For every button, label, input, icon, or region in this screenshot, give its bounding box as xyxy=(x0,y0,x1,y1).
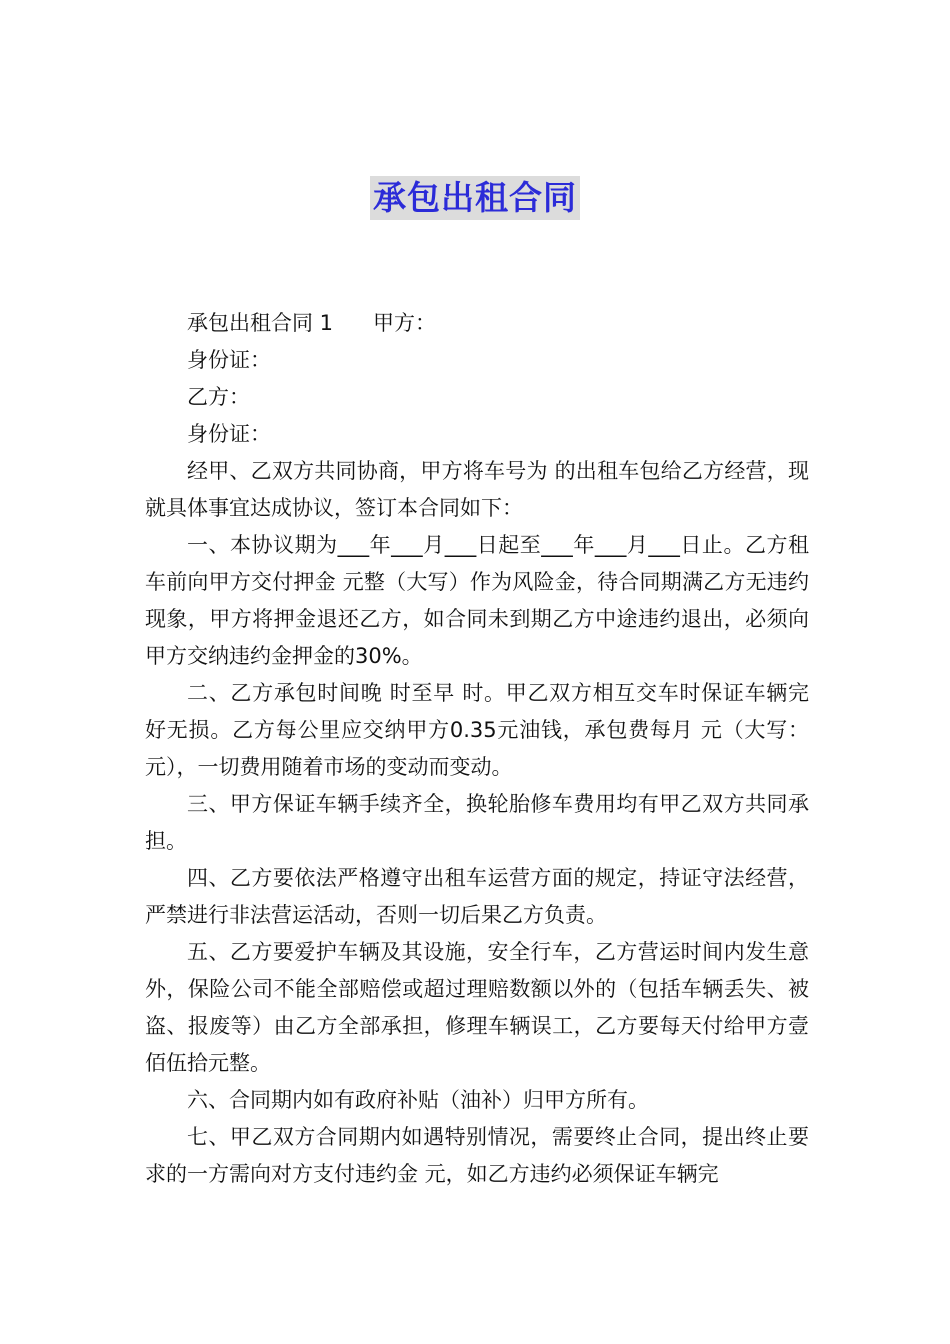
party-b-line: 乙方： xyxy=(187,385,250,409)
title-container xyxy=(0,176,950,220)
document-body xyxy=(145,305,809,1193)
clause-4: 四、乙方要依法严格遵守出租车运营方面的规定，持证守法经营，严禁进行非法营运活动，否则一切后果乙方负责。 xyxy=(145,866,809,927)
intro-paragraph: 经甲、乙双方共同协商，甲方将车号为 的出租车包给乙方经营，现就具体事宜达成协议，签订本合同如下： xyxy=(145,459,809,520)
id-a-line: 身份证： xyxy=(187,348,271,372)
clause-3: 三、甲方保证车辆手续齐全，换轮胎修车费用均有甲乙双方共同承担。 xyxy=(145,792,809,853)
clause-7: 七、甲乙双方合同期内如遇特别情况，需要终止合同，提出终止要求的一方需向对方支付违约金 元，如乙方违约必须保证车辆完 xyxy=(145,1125,809,1186)
clause-6: 六、合同期内如有政府补贴（油补）归甲方所有。 xyxy=(187,1088,649,1112)
header-line xyxy=(145,305,809,342)
clause-2: 二、乙方承包时间晚 时至早 时。甲乙双方相互交车时保证车辆完好无损。乙方每公里应交纳甲方0.35元油钱，承包费每月 元（大写： 元），一切费用随着市场的变动而变动。 xyxy=(145,681,809,779)
document-title: 承包出租合同 xyxy=(370,176,580,220)
clause-1: 一、本协议期为___年___月___日起至___年___月___日止。乙方租车前向甲方交付押金 元整（大写）作为风险金，待合同期满乙方无违约现象，甲方将押金退还乙方，如合同未到期乙方中途违约退出，必须向甲方交纳违约金押金的30%。 xyxy=(145,533,809,668)
party-a-label: 甲方： xyxy=(373,311,437,335)
id-b-line: 身份证： xyxy=(187,422,271,446)
clause-5: 五、乙方要爱护车辆及其设施，安全行车，乙方营运时间内发生意外，保险公司不能全部赔偿或超过理赔数额以外的（包括车辆丢失、被盗、报废等）由乙方全部承担，修理车辆误工，乙方要每天付给甲方壹佰伍拾元整。 xyxy=(145,940,809,1075)
contract-label: 承包出租合同 1 xyxy=(187,311,334,335)
